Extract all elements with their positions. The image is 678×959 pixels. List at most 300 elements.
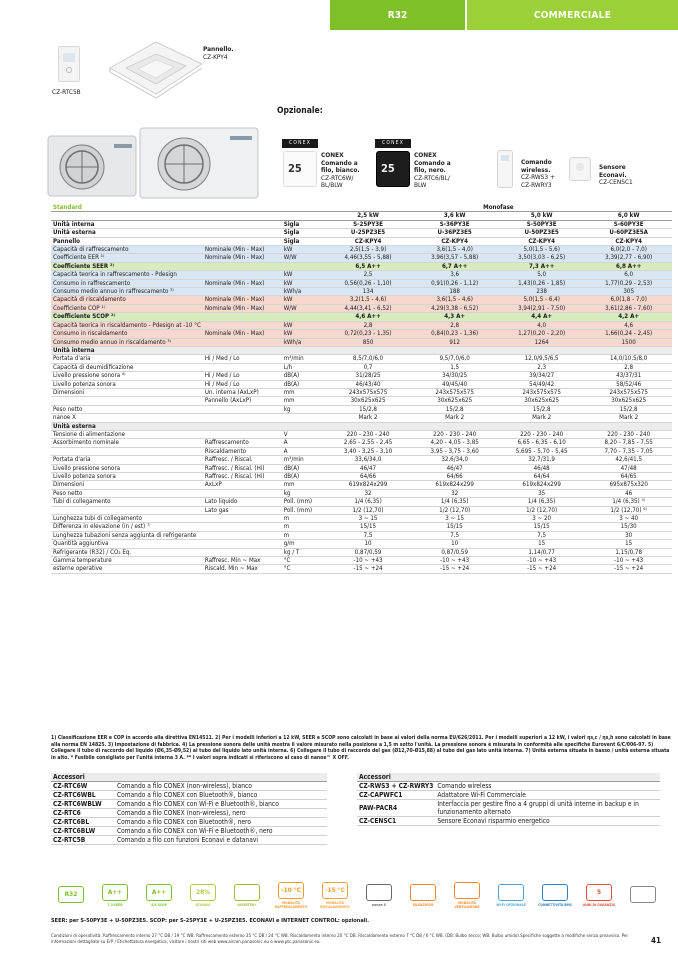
spec-value-cell: S-50PY3E [498,220,585,228]
spec-label-cell: mm [282,397,325,405]
spec-value-cell: 1,5 [411,363,498,371]
spec-value-cell: 8,20 - 7,85 - 7,55 [585,439,672,447]
spec-label-cell [282,313,325,321]
spec-row [51,405,672,413]
badge-label: nanoe X [372,902,386,907]
spec-value-cell: 4,0 [498,321,585,329]
spec-label-cell: Sigla [282,220,325,228]
spec-value-cell: 6,65 - 6,35 - 6,10 [498,439,585,447]
spec-label-cell: kWh/a [282,288,325,296]
badge-label: ANNI DI GARANZIA [582,902,616,907]
spec-row [51,397,672,405]
spec-value-cell: 1/2 (12,70) [498,506,585,514]
spec-row [51,262,672,270]
spec-value-cell: 7,5 [498,531,585,539]
spec-value-cell: 43/37/31 [585,372,672,380]
feature-badges [51,880,672,910]
spec-value-cell: 0,56(0,26 - 1,10) [325,279,412,287]
spec-label-cell: Differenza in elevazione (in / est) ⁷⁾ [51,523,203,531]
spec-label-cell: °C [282,565,325,573]
footer-conditions: Condizioni di operatività: Raffrescamento interno 27 °C DB / 19 °C WB. Raffrescamento esterno 35 °C DB / 24 °C WB. Riscaldamento interno 20 °C DB. Riscaldamento esterno 7 °C DB / 6 °C WB. (DB: Bulbo secco; WB: Bulbo umido).Specifiche soggette a modifiche senza preavviso. Per informazioni dettagliate su ErP / Etichettatura energetica, visitare i nostri siti web www.aircon.panasonic.eu o www.ptc.panasonic.eu. [51,934,629,945]
accessories-table-right [357,773,660,826]
spec-label-cell [203,414,282,422]
spec-value-cell: 7,3 A++ [498,262,585,270]
spec-label-cell: Pannello [51,237,203,245]
spec-value-cell: Mark 2 [411,414,498,422]
accessory-row [51,809,327,818]
spec-label-cell: Capacità teorica in raffrescamento - Pdesign [51,271,203,279]
spec-value-cell: 30x625x625 [498,397,585,405]
gen-icon [623,880,663,910]
spec-row [51,557,672,565]
spec-label-cell: A [282,447,325,455]
section-tab: COMMERCIALE [467,0,678,30]
spec-value-cell: 188 [411,288,498,296]
spec-row [51,363,672,371]
spec-value-cell: 46/47 [411,464,498,472]
spec-value-cell: 46 [585,489,672,497]
accessory-row [357,800,660,817]
spec-value-cell: 3,6(1,5 - 4,6) [411,296,498,304]
spec-value-cell: 64/64 [498,473,585,481]
spec-value-cell: U-36PZ3E5 [411,229,498,237]
spec-value-cell: 220 - 230 - 240 [411,430,498,438]
accessory-description: Comando a filo CONEX (non-wireless), bianco [115,782,327,791]
spec-value-cell: 695x875x320 [585,481,672,489]
spec-value-cell: 0,87/0,59 [411,548,498,556]
badge-value [630,886,656,903]
accessories-title: Accessori [357,773,660,782]
spec-value-cell: 3,95 - 3,75 - 3,60 [411,447,498,455]
spec-value-cell: 7,70 - 7,35 - 7,05 [585,447,672,455]
spec-value-cell: 35 [498,489,585,497]
accessory-code: CZ-RTC6W [51,782,115,791]
spec-value-cell: 15/2,8 [585,405,672,413]
spec-value-cell: 1/2 (12,70) [325,506,412,514]
spec-label-cell: Tensione di alimentazione [51,430,203,438]
accessory-row [51,782,327,791]
spec-label-cell: Tubi di collegamento [51,498,203,506]
optional-item-3-line: CZ-RWS3 + [521,173,555,181]
spec-row [51,271,672,279]
spec-value-cell: 4,2 A+ [585,313,672,321]
spec-value-cell: 5,0 kW [498,212,585,220]
spec-label-cell: Coefficiente SEER ²⁾ [51,262,203,270]
spec-value-cell: -10 ~ +43 [325,557,412,565]
spec-label-cell: Lato gas [203,506,282,514]
footnotes: 1) Classificazione EER e COP in accordo alla direttiva EN14511. 2) Per i modelli inferiori a 12 kW, SEER e SCOP sono calcolati in base ai valori della norma EU/626/2011. Per i modelli superiori a 12 kW, i valori ηs,c / ηs,h sono calcolati in base alla norma EN 14825. 3) Impostazione di fabbrica. 4) La pressione sonora delle unità mostra il valore misurato nella posizione a 1,5 m sotto l'unità. La pressione sonora è misurata in conformità alle specifiche Eurovent 6/C/006-97. 5) Collegare il tubo di raccordo del liquido (Ø6,35-Ø9,52) al tubo del liquido lato unità interna. 6) Collegare il tubo di raccordo del gas (Ø12,70-Ø15,88) al tubo del gas lato unità interna. 7) Unità esterna situata in basso / unità esterna situata in alto. * Fusibile consigliato per l'unità interna 3 A. ** I valori sopra indicati si riferiscono al caso di nanoe™ X OFF. [51,735,671,761]
display-temperature-b: 25 [381,162,395,175]
spec-label-cell: kW [282,271,325,279]
spec-value-cell: -10 ~ +43 [411,557,498,565]
spec-value-cell: 2,5 kW [325,212,412,220]
spec-value-cell: 4,6 A++ [325,313,412,321]
spec-label-cell: Refrigerante (R32) / CO₂ Eq. [51,548,203,556]
spec-label-cell: Unità esterna [51,422,203,430]
spec-row [51,279,672,287]
spec-label-cell: kg [282,405,325,413]
spec-row [51,321,672,329]
accessory-description: Sensore Econavi risparmio energetico [435,817,660,826]
spec-label-cell [282,414,325,422]
spec-label-cell: Riscaldamento [203,447,282,455]
spec-value-cell: 5,695 - 5,70 - 5,45 [498,447,585,455]
optional-item-1-line: CZ-RTC6W/ [321,173,354,182]
spec-label-cell: esterne operative [51,565,203,573]
spec-label-cell: Lato liquido [203,498,282,506]
spec-value-cell: 220 - 230 - 240 [498,430,585,438]
accessory-description: Comando a filo CONEX (non-wireless), nero [115,809,327,818]
optional-item-3-line: CZ-RWRY3 [521,180,552,189]
badge-label: 7,3 SEER [107,902,123,907]
r32-icon [51,880,91,910]
spec-row [51,296,672,304]
spec-value-cell: 243x575x575 [585,388,672,396]
spec-value-cell: 243x575x575 [411,388,498,396]
spec-value-cell [498,346,585,354]
spec-value-cell [411,422,498,430]
accessory-code: PAW-PACR4 [357,800,435,817]
spec-label-cell [203,338,282,346]
spec-row [51,346,672,354]
spec-label-cell: Coefficiente EER ¹⁾ [51,254,203,262]
spec-value-cell: 5,0(1,5 - 6,4) [498,296,585,304]
spec-label-cell: kW [282,321,325,329]
spec-label-cell [203,422,282,430]
spec-value-cell: S-60PY3E [585,220,672,228]
badge-label: MODALITÀ RAFFRESCAMENTO [274,900,308,909]
spec-row [51,414,672,422]
spec-value-cell: 6,8 A++ [585,262,672,270]
warranty-icon [579,880,619,910]
spec-label-cell [203,262,282,270]
spec-value-cell: -15 ~ +24 [498,565,585,573]
spec-label-cell: Nominale (Min - Max) [203,304,282,312]
badge-value: -10 °C [278,882,304,899]
bms-icon [535,880,575,910]
spec-label-cell: kW [282,279,325,287]
spec-label-cell: Pannello (AxLxP) [203,397,282,405]
spec-label-cell: °C [282,557,325,565]
spec-label-cell: Coefficiente SCOP ²⁾ [51,313,203,321]
spec-value-cell: 10 [325,540,412,548]
spec-label-cell: Unità interna [51,346,203,354]
spec-row [51,330,672,338]
spec-label-cell: Hi / Med / Lo [203,372,282,380]
spec-label-cell [203,212,282,220]
spec-value-cell: 912 [411,338,498,346]
spec-value-cell: 31/28/25 [325,372,412,380]
spec-label-cell: Capacità di deumidificazione [51,363,203,371]
spec-value-cell: 9,5/7,0/6,0 [411,355,498,363]
spec-value-cell: 3,40 - 3,25 - 3,10 [325,447,412,455]
spec-value-cell [325,346,412,354]
conex-logo: CONEX [282,139,318,148]
spec-value-cell: 64/65 [585,473,672,481]
spec-value-cell: 6,0(1,8 - 7,0) [585,296,672,304]
accessory-row [51,827,327,836]
spec-row [51,464,672,472]
spec-value-cell: 0,72(0,23 - 1,35) [325,330,412,338]
spec-value-cell: 619x824x299 [498,481,585,489]
remote-caption: CZ-RTC5B [52,88,81,96]
spec-label-cell: Dimensioni [51,481,203,489]
spec-row [51,338,672,346]
spec-label-cell: Capacità di riscaldamento [51,296,203,304]
spec-label-cell: dB(A) [282,380,325,388]
spec-value-cell: 1,14/0,77 [498,548,585,556]
spec-value-cell: 42,6/41,5 [585,456,672,464]
spec-value-cell: 3 ~ 15 [325,515,412,523]
spec-value-cell: 34/30/25 [411,372,498,380]
spec-value-cell: 4,3 A+ [411,313,498,321]
remote-controller-image [58,46,80,82]
spec-value-cell: 15/2,8 [325,405,412,413]
spec-label-cell: Livello pressione sonora ⁴⁾ [51,372,203,380]
badge-value: 5 [586,884,612,901]
spec-label-cell: g/m [282,540,325,548]
spec-value-cell: 12,0/9,5/6,5 [498,355,585,363]
spec-value-cell: 4,4 A+ [498,313,585,321]
accessory-description: Comando a filo CONEX con Wi-Fi e Bluetooth®, nero [115,827,327,836]
optional-item-1-line: BL/BLW [321,181,343,189]
spec-value-cell: 15/30 [585,523,672,531]
spec-value-cell: 220 - 230 - 240 [585,430,672,438]
spec-label-cell: V [282,430,325,438]
accessory-description: Comando a filo con funzioni Econavi e datanavi [115,836,327,845]
spec-row [51,422,672,430]
spec-label-cell: Capacità di raffrescamento [51,246,203,254]
spec-label-cell: Dimensioni [51,388,203,396]
spec-label-cell: Riscald. Min ~ Max [203,565,282,573]
spec-value-cell: 7,5 [411,531,498,539]
spec-row [51,531,672,539]
spec-value-cell: S-36PY3E [411,220,498,228]
accessory-code: CZ-RTC6WBLW [51,800,115,809]
spec-label-cell [203,271,282,279]
display-temperature-a: 25 [288,162,302,175]
energy-a-plus-plus-icon [95,880,135,910]
refrigerant-tab: R32 [330,0,465,30]
spec-value-cell: S-25PY3E [325,220,412,228]
spec-value-cell: 46/48 [498,464,585,472]
spec-label-cell: Sigla [282,229,325,237]
spec-row [51,456,672,464]
spec-row [51,506,672,514]
spec-label-cell: Raffrescamento [203,439,282,447]
spec-label-cell: nanoe X [51,414,203,422]
spec-row [51,498,672,506]
accessory-description: Interfaccia per gestire fino a 4 gruppi di unità interne in backup e in funzionamento alternato [435,800,660,817]
optional-item-4-line: Econavi. [599,170,627,179]
accessory-code: CZ-RTC5B [51,836,115,845]
spec-value-cell: 15/15 [411,523,498,531]
spec-value-cell: 1,77(0,29 - 2,53) [585,279,672,287]
spec-label-cell [51,506,203,514]
spec-value-cell: -15 ~ +24 [325,565,412,573]
spec-value-cell: 3,61(2,86 - 7,60) [585,304,672,312]
badge-value [498,884,524,901]
optional-item-2-line: Comando a [414,158,451,167]
spec-label-cell [203,430,282,438]
accessory-row [51,836,327,845]
accessory-row [51,818,327,827]
spec-standard-row [51,204,672,212]
spec-value-cell: 4,29(3,38 - 6,52) [411,304,498,312]
spec-value-cell: U-60PZ3E5A [585,229,672,237]
inverter-icon [227,880,267,910]
optional-item-4 [599,164,633,187]
spec-value-cell: 0,7 [325,363,412,371]
spec-value-cell: 2,8 [411,321,498,329]
spec-value-cell: 5,0 [498,271,585,279]
spec-value-cell: CZ-KPY4 [411,237,498,245]
spec-value-cell: 619x824x299 [325,481,412,489]
spec-value-cell: 6,5 A++ [325,262,412,270]
standard-label: Standard [51,204,203,212]
spec-value-cell: 6,0(2,0 - 7,0) [585,246,672,254]
accessory-row [357,782,660,791]
spec-label-cell [282,346,325,354]
spec-value-cell: 2,5 [325,271,412,279]
accessory-row [357,817,660,826]
spec-value-cell: 1/4 (6,35) [498,498,585,506]
spec-row [51,288,672,296]
spec-value-cell: 3 ~ 15 [411,515,498,523]
spec-value-cell: Mark 2 [498,414,585,422]
spec-value-cell: 238 [498,288,585,296]
spec-label-cell: Raffresc. / Riscal. (Hi) [203,473,282,481]
spec-label-cell [203,515,282,523]
spec-value-cell: 1,66(0,24 - 2,45) [585,330,672,338]
badge-label: 4,6 SCOP [151,902,167,907]
spec-value-cell: -15 ~ +24 [585,565,672,573]
spec-value-cell: 3,39(2,77 - 6,90) [585,254,672,262]
spec-row [51,229,672,237]
spec-value-cell: 243x575x575 [498,388,585,396]
spec-value-cell: U-50PZ3E5 [498,229,585,237]
optional-item-1-line: Comando a [321,158,358,167]
spec-label-cell: Raffresc. Min ~ Max [203,557,282,565]
spec-label-cell: m [282,531,325,539]
spec-row [51,246,672,254]
spec-label-cell: mm [282,388,325,396]
spec-row [51,515,672,523]
spec-value-cell: Mark 2 [585,414,672,422]
spec-label-cell [51,397,203,405]
spec-value-cell: 64/66 [411,473,498,481]
spec-value-cell: 1/2 (12,70) ⁶⁾ [585,506,672,514]
spec-label-cell: kW [282,330,325,338]
spec-value-cell: 8,5/7,0/6,0 [325,355,412,363]
spec-label-cell: Raffresc. / Riscal. [203,456,282,464]
spec-value-cell: 30x625x625 [411,397,498,405]
optional-item-1-line: CONEX [321,151,344,159]
page-number: 41 [651,936,662,945]
spec-label-cell: Livello pressione sonora [51,464,203,472]
badge-value: 28% [190,884,216,901]
spec-row [51,254,672,262]
accessory-description: Comando a filo CONEX con Wi-Fi e Bluetooth®, bianco [115,800,327,809]
spec-value-cell: -15 ~ +24 [411,565,498,573]
spec-value-cell: 15/2,8 [498,405,585,413]
spec-label-cell: Lunghezza tubazioni senza aggiunta di refrigerante [51,531,203,539]
accessory-code: CZ-RTC6BL [51,818,115,827]
spec-value-cell: 46/43/40 [325,380,412,388]
spec-row [51,447,672,455]
spec-label-cell [282,212,325,220]
spec-value-cell: 30 [585,531,672,539]
spec-row [51,473,672,481]
spec-value-cell: 39/34/27 [498,372,585,380]
spec-label-cell: Gamma temperature [51,557,203,565]
spec-label-cell: kg / T [282,548,325,556]
spec-row [51,304,672,312]
spec-label-cell [203,346,282,354]
spec-value-cell: 2,8 [585,363,672,371]
optional-item-2-line: filo, nero. [414,166,446,174]
badge-label: MODALITÀ VENTILAZIONE [454,900,480,909]
spec-value-cell: 1,27(0,20 - 2,20) [498,330,585,338]
spec-value-cell: 220 - 230 - 240 [325,430,412,438]
spec-value-cell: 7,5 [325,531,412,539]
spec-label-cell: Quantità aggiuntiva [51,540,203,548]
spec-value-cell: 6,7 A++ [411,262,498,270]
spec-value-cell: 305 [585,288,672,296]
spec-label-cell: dB(A) [282,372,325,380]
badge-label: ECONAVI [195,902,211,907]
panel-caption [203,46,234,61]
spec-value-cell: 47/48 [585,464,672,472]
spec-value-cell: CZ-KPY4 [498,237,585,245]
optional-item-3 [521,159,555,189]
spec-row [51,237,672,245]
spec-label-cell [203,321,282,329]
spec-label-cell: Nominale (Min - Max) [203,330,282,338]
spec-value-cell: 32 [325,489,412,497]
spec-value-cell: 30x625x625 [325,397,412,405]
spec-label-cell: Livello potenza sonora [51,380,203,388]
spec-label-cell [282,262,325,270]
spec-label-cell: AxLxP [203,481,282,489]
spec-value-cell: 243x575x575 [325,388,412,396]
spec-value-cell: 58/52/46 [585,380,672,388]
spec-row [51,313,672,321]
spec-label-cell: Unità esterna [51,229,203,237]
nanoe-icon [359,880,399,910]
spec-value-cell: 4,46(3,55 - 5,88) [325,254,412,262]
spec-row [51,212,672,220]
spec-label-cell [203,229,282,237]
spec-label-cell [51,447,203,455]
spec-value-cell: 3,94(2,91 - 7,50) [498,304,585,312]
panel-caption-code: CZ-KPY4 [203,52,228,61]
outdoor-units-image [44,124,262,200]
spec-label-cell: L/h [282,363,325,371]
spec-value-cell: 1500 [585,338,672,346]
badge-label: MODALITÀ RISCALDAMENTO [320,900,350,909]
spec-value-cell: 64/66 [325,473,412,481]
spec-value-cell: 2,3 [498,363,585,371]
spec-label-cell: Capacità teorica in riscaldamento - Pdesign at -10 °C [53,321,201,329]
spec-label-cell: Hi / Med / Lo [203,380,282,388]
spec-label-cell [282,422,325,430]
spec-label-cell: m³/min [282,355,325,363]
spec-label-cell: dB(A) [282,473,325,481]
spec-value-cell: 1/4 (6,35) [411,498,498,506]
optional-item-2-line: CONEX [414,151,437,159]
spec-label-cell: Livello potenza sonora [51,473,203,481]
